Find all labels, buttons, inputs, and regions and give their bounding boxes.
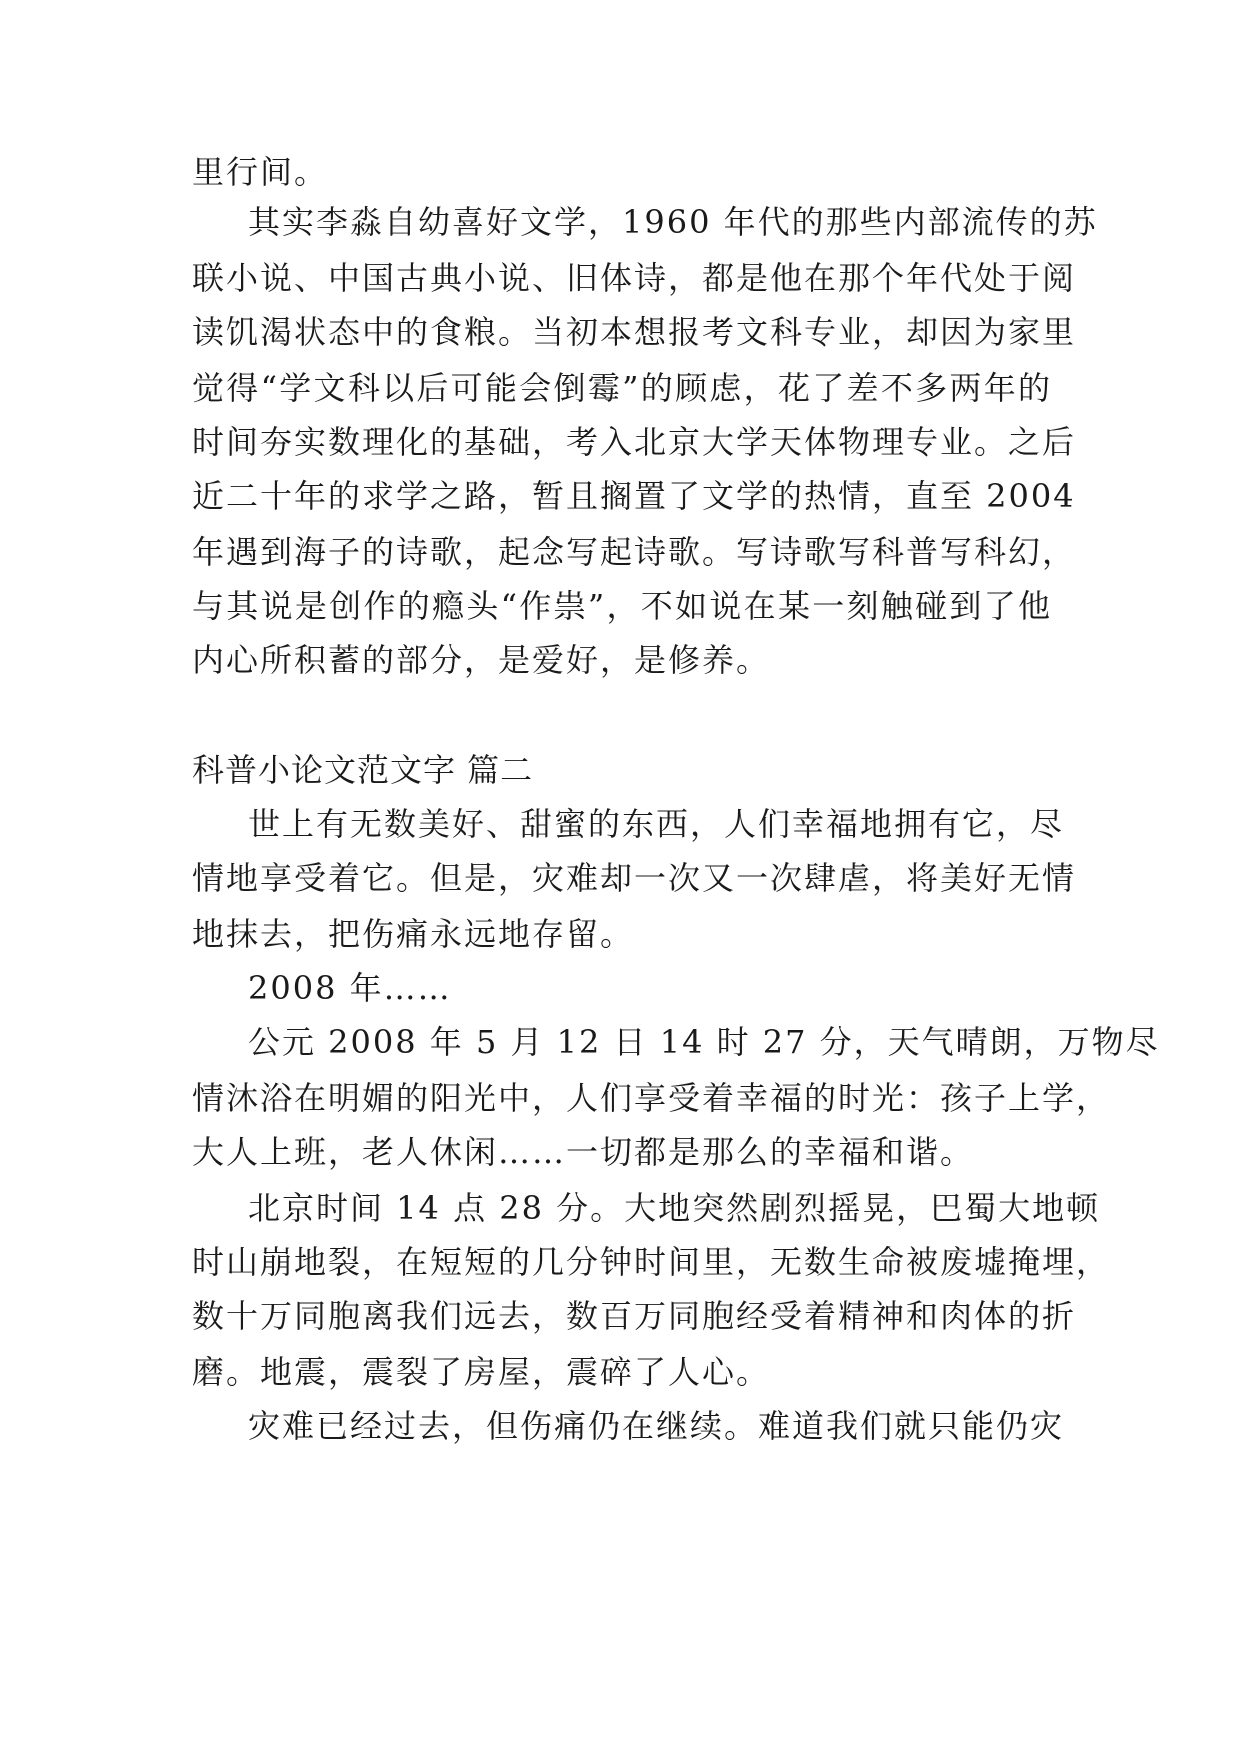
paragraph-line: 数十万同胞离我们远去，数百万同胞经受着精神和肉体的折 (192, 1297, 1077, 1335)
paragraph-line: 灾难已经过去，但伤痛仍在继续。难道我们就只能仍灾 (248, 1407, 1065, 1445)
paragraph-line: 地抹去，把伤痛永远地存留。 (192, 915, 635, 953)
paragraph-line: 觉得“学文科以后可能会倒霉”的顾虑，花了差不多两年的 (192, 369, 1052, 407)
paragraph-line: 情地享受着它。但是，灾难却一次又一次肆虐，将美好无情 (192, 859, 1077, 897)
paragraph-line: 时间夯实数理化的基础，考入北京大学天体物理专业。之后 (192, 423, 1077, 461)
paragraph-line: 北京时间 14 点 28 分。大地突然剧烈摇晃，巴蜀大地顿 (248, 1189, 1101, 1227)
paragraph-line: 世上有无数美好、甜蜜的东西，人们幸福地拥有它，尽 (248, 805, 1065, 843)
paragraph-line: 其实李淼自幼喜好文学，1960 年代的那些内部流传的苏 (248, 203, 1098, 241)
paragraph-line: 近二十年的求学之路，暂且搁置了文学的热情，直至 2004 (192, 477, 1076, 515)
section-heading: 科普小论文范文字 篇二 (192, 751, 534, 789)
paragraph-line: 读饥渴状态中的食粮。当初本想报考文科专业，却因为家里 (192, 313, 1077, 351)
paragraph-line: 联小说、中国古典小说、旧体诗，都是他在那个年代处于阅 (192, 259, 1077, 297)
paragraph-line: 磨。地震，震裂了房屋，震碎了人心。 (192, 1353, 771, 1391)
paragraph-line: 与其说是创作的瘾头“作祟”，不如说在某一刻触碰到了他 (192, 587, 1052, 625)
paragraph-line: 2008 年…… (248, 969, 452, 1007)
paragraph-line: 情沐浴在明媚的阳光中，人们享受着幸福的时光：孩子上学， (192, 1079, 1111, 1117)
paragraph-line: 大人上班，老人休闲……一切都是那么的幸福和谐。 (192, 1133, 975, 1171)
paragraph-line: 年遇到海子的诗歌，起念写起诗歌。写诗歌写科普写科幻， (192, 533, 1077, 571)
paragraph-line: 里行间。 (192, 153, 329, 191)
paragraph-line: 公元 2008 年 5 月 12 日 14 时 27 分，天气晴朗，万物尽 (248, 1023, 1160, 1061)
paragraph-line: 时山崩地裂，在短短的几分钟时间里，无数生命被废墟掩埋， (192, 1243, 1111, 1281)
paragraph-line: 内心所积蓄的部分，是爱好，是修养。 (192, 641, 771, 679)
